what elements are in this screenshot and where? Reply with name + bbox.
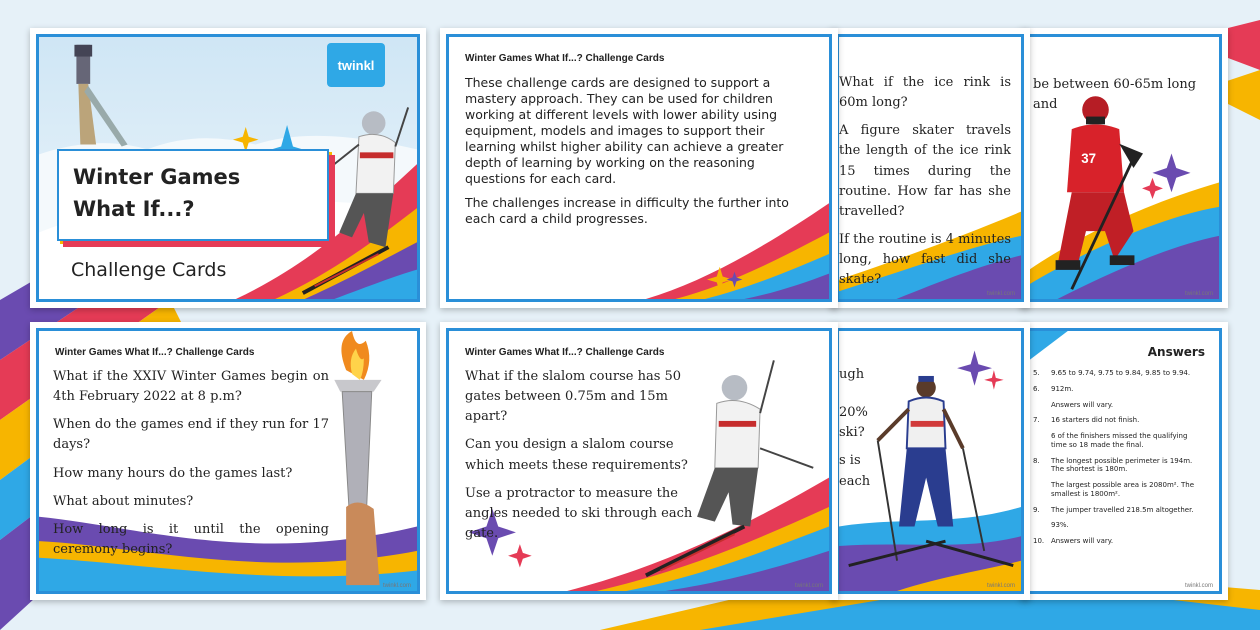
torch-card-q3: How many hours do the games last? (53, 465, 293, 481)
xc-card-footer: twinkl.com (986, 583, 1015, 589)
torch-card-q5: How long is it until the opening ceremony begins? (53, 521, 329, 557)
answers-list (1033, 369, 1203, 553)
cover-title-line2: What If...? (73, 197, 195, 221)
xc-frag4: s is (839, 453, 861, 469)
intro-card (440, 28, 838, 308)
answer-row: 9. The jumper travelled 218.5m altogether. (1033, 505, 1194, 514)
ice-card-q2: A figure skater travels the length of the ice rink 15 times during the routine. How far has she travelled? (839, 123, 1011, 219)
answer-row: 7. 16 starters did not finish. (1033, 416, 1140, 425)
answers-card (1020, 322, 1228, 600)
ice-card-q1: What if the ice rink is 60m long? (839, 75, 1011, 111)
ice-card-questions (839, 73, 1011, 298)
slalom-card-footer: twinkl.com (794, 583, 823, 589)
cover-card (30, 28, 426, 308)
torch-card (30, 322, 426, 600)
xc-frag2: 20% (839, 405, 868, 421)
slalom-card-questions (465, 367, 699, 552)
slalom-card-q2: Can you design a slalom course which meets these requirements? (465, 437, 688, 473)
torch-card-q4: What about minutes? (53, 493, 194, 509)
ice-card-q3: If the routine is 4 minutes long, how fast did she skate? (839, 231, 1011, 288)
answer-row: 5. 9.65 to 9.74, 9.75 to 9.84, 9.85 to 9.94. (1033, 369, 1191, 377)
slalom-card-header: Winter Games What If...? Challenge Cards (465, 347, 665, 358)
answer-row: 6. 912m. (1033, 384, 1074, 393)
answer-row: 10. Answers will vary. (1033, 537, 1114, 545)
xc-card-fragments (839, 365, 899, 492)
cross-country-card (830, 322, 1030, 600)
torch-card-header: Winter Games What If...? Challenge Cards (55, 347, 255, 358)
intro-card-para2: The challenges increase in difficulty the further into each card a child progresses. (465, 195, 789, 226)
torch-card-q2: When do the games end if they run for 17 days? (53, 417, 329, 453)
twinkl-logo-text: twinkl (337, 57, 375, 73)
hockey-card-text: be between 60-65m long and (1033, 77, 1197, 113)
cover-title-line1: Winter Games (73, 165, 241, 189)
answer-row: Answers will vary. (1051, 400, 1114, 409)
xc-frag3: ski? (839, 425, 865, 441)
hockey-card (1020, 28, 1228, 308)
twinkl-logo (327, 43, 385, 87)
ice-card-footer: twinkl.com (986, 291, 1015, 297)
hockey-card-footer: twinkl.com (1184, 291, 1213, 297)
answers-title: Answers (1147, 345, 1205, 359)
slalom-card-q3: Use a protractor to measure the angles needed to ski through each gate. (465, 485, 693, 541)
cover-title-box (57, 149, 329, 241)
answer-row: The largest possible area is 2080m². The smallest is 1800m². (1051, 481, 1195, 498)
ice-rink-card (830, 28, 1030, 308)
svg-text:37: 37 (1081, 151, 1097, 167)
xc-frag1: ugh (839, 367, 865, 382)
torch-card-footer: twinkl.com (382, 583, 411, 589)
intro-card-header: Winter Games What If...? Challenge Cards (465, 53, 665, 64)
cover-subtitle: Challenge Cards (71, 259, 227, 281)
slalom-card-q1: What if the slalom course has 50 gates between 0.75m and 15m apart? (465, 369, 682, 425)
torch-card-q1: What if the XXIV Winter Games begin on 4th February 2022 at 8 p.m? (53, 369, 329, 405)
answer-row: 93%. (1051, 521, 1069, 530)
answers-card-footer: twinkl.com (1184, 583, 1213, 589)
slalom-card (440, 322, 838, 600)
torch-card-questions (53, 367, 329, 568)
answer-row: 6 of the finishers missed the qualifying time so 18 made the final. (1051, 432, 1188, 449)
intro-card-para1: These challenge cards are designed to support a mastery approach. They can be used for children working at different levels with lower ability using equipment, models and images to support their learning whilst higher ability can achieve a greater depth of learning by working on the reasoning questions for each card. (465, 75, 784, 186)
answer-row: 8. The longest possible perimeter is 194m. The shortest is 180m. (1033, 456, 1193, 474)
xc-frag5: each (839, 473, 871, 489)
intro-card-body (465, 75, 817, 235)
